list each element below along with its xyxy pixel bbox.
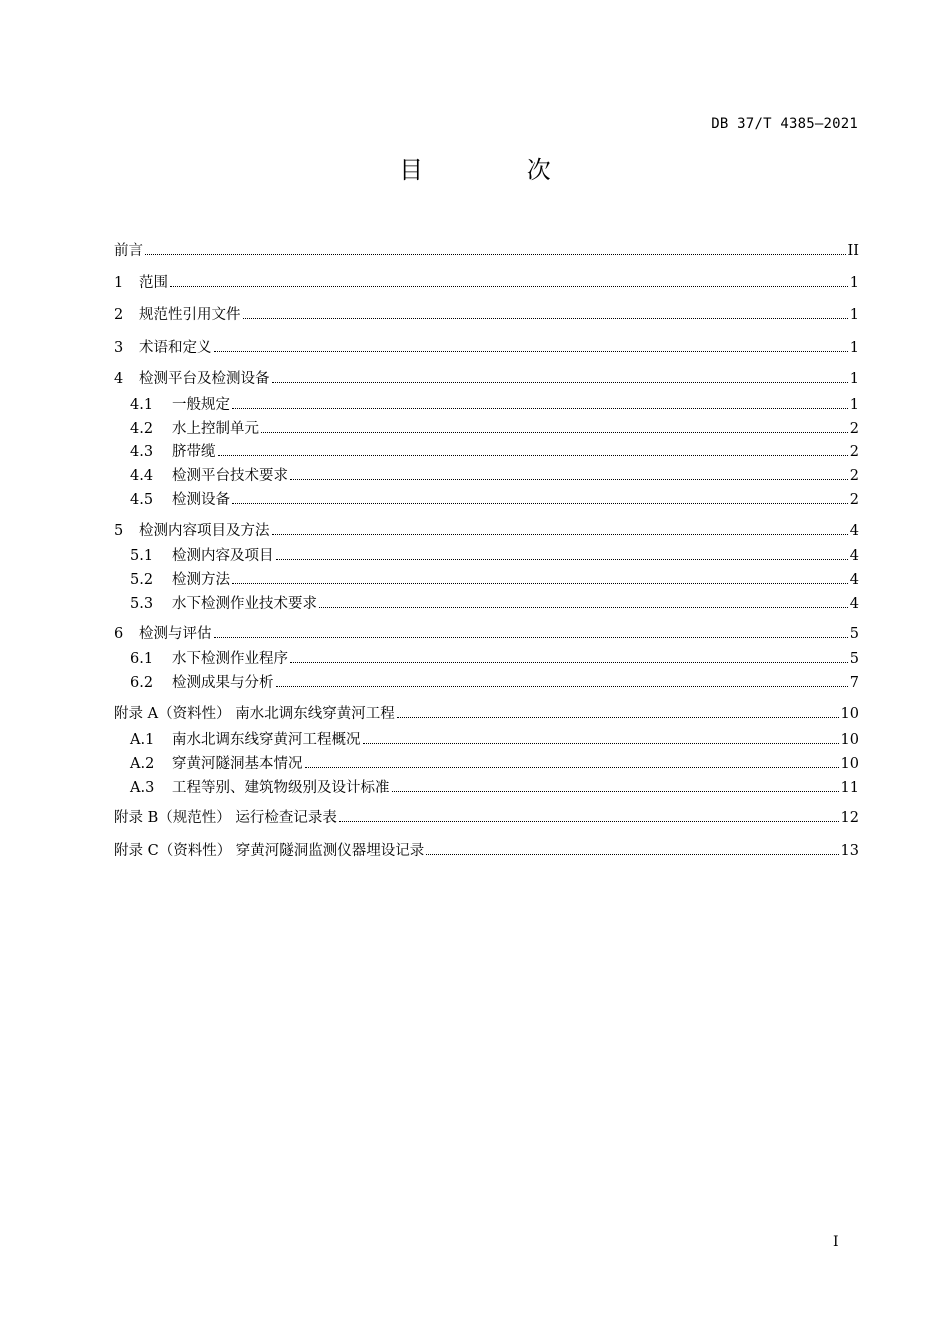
toc-entry[interactable] (130, 395, 859, 415)
toc-entry-page: II (847, 243, 859, 259)
toc-entry-number: 4 (114, 371, 124, 387)
toc-dot-leader (426, 854, 838, 855)
toc-entry[interactable] (130, 673, 859, 693)
toc-dot-leader (243, 318, 848, 319)
toc-entry-label: 范围 (139, 275, 168, 291)
toc-entry-page: 2 (849, 468, 859, 484)
toc-dot-leader (276, 686, 848, 687)
toc-entry-label: 附录 A（资料性） 南水北调东线穿黄河工程 (114, 706, 395, 722)
toc-entry-label: 检测平台及检测设备 (139, 371, 270, 387)
toc-entry-number: 4.2 (130, 421, 154, 437)
toc-entry-label: 检测设备 (172, 492, 230, 508)
toc-dot-leader (290, 479, 848, 480)
toc-entry-number: 6.1 (130, 651, 154, 667)
toc-entry-number: 6.2 (130, 675, 154, 691)
toc-entry-label: 工程等别、建筑物级别及设计标准 (172, 780, 390, 796)
toc-entry[interactable] (130, 730, 859, 750)
toc-entry[interactable] (130, 754, 859, 774)
toc-entry[interactable] (114, 521, 859, 541)
toc-entry-label: 穿黄河隧洞基本情况 (172, 756, 303, 772)
toc-entry-page: 10 (840, 706, 859, 722)
toc-entry[interactable] (130, 442, 859, 462)
toc-dot-leader (218, 455, 848, 456)
toc-entry-label: 水下检测作业技术要求 (172, 596, 317, 612)
toc-entry-label: 检测内容及项目 (172, 548, 274, 564)
toc-entry-label: 检测平台技术要求 (172, 468, 288, 484)
toc-dot-leader (397, 717, 839, 718)
toc-dot-leader (392, 791, 839, 792)
toc-entry-label: 检测内容项目及方法 (139, 523, 270, 539)
toc-entry-label: 术语和定义 (139, 340, 212, 356)
toc-entry[interactable] (130, 570, 859, 590)
toc-entry-page: 2 (849, 444, 859, 460)
toc-entry-label: 检测与评估 (139, 626, 212, 642)
toc-dot-leader (363, 743, 839, 744)
toc-entry-page: 1 (849, 340, 859, 356)
toc-entry-number: 2 (114, 307, 124, 323)
toc-entry[interactable] (114, 273, 859, 293)
toc-entry-number: 3 (114, 340, 124, 356)
toc-dot-leader (272, 382, 848, 383)
toc-dot-leader (214, 637, 848, 638)
toc-entry[interactable] (130, 649, 859, 669)
toc-entry-page: 4 (849, 572, 859, 588)
toc-entry-page: 1 (849, 371, 859, 387)
toc-entry-page: 10 (840, 756, 859, 772)
toc-dot-leader (232, 503, 848, 504)
toc-entry-number: A.1 (130, 732, 155, 748)
table-of-contents (114, 0, 859, 1344)
toc-entry-number: A.3 (130, 780, 155, 796)
toc-entry-page: 1 (849, 397, 859, 413)
toc-entry-number: 4.1 (130, 397, 154, 413)
toc-entry-page: 5 (849, 626, 859, 642)
toc-dot-leader (339, 821, 839, 822)
toc-entry-label: 检测方法 (172, 572, 230, 588)
toc-entry-label: 南水北调东线穿黄河工程概况 (172, 732, 361, 748)
toc-entry-page: 10 (840, 732, 859, 748)
toc-entry[interactable] (114, 624, 859, 644)
toc-entry[interactable] (114, 241, 859, 261)
toc-entry-number: 6 (114, 626, 124, 642)
toc-entry-number: 4.4 (130, 468, 154, 484)
toc-entry-page: 4 (849, 523, 859, 539)
toc-dot-leader (232, 583, 848, 584)
page-number: I (833, 1234, 839, 1250)
toc-dot-leader (290, 662, 848, 663)
toc-entry[interactable] (114, 305, 859, 325)
toc-entry[interactable] (130, 490, 859, 510)
toc-entry-label: 水下检测作业程序 (172, 651, 288, 667)
toc-dot-leader (232, 408, 848, 409)
toc-dot-leader (145, 254, 846, 255)
toc-entry-label: 规范性引用文件 (139, 307, 241, 323)
toc-entry-label: 检测成果与分析 (172, 675, 274, 691)
toc-entry-page: 1 (849, 275, 859, 291)
toc-dot-leader (214, 351, 848, 352)
toc-entry-label: 附录 B（规范性） 运行检查记录表 (114, 810, 337, 826)
toc-entry-label: 前言 (114, 243, 143, 259)
toc-entry[interactable] (130, 466, 859, 486)
toc-entry-page: 12 (840, 810, 859, 826)
document-code: DB 37/T 4385—2021 (711, 116, 858, 132)
toc-entry-page: 5 (849, 651, 859, 667)
toc-entry-number: 1 (114, 275, 124, 291)
toc-entry-page: 4 (849, 548, 859, 564)
toc-dot-leader (276, 559, 848, 560)
toc-entry-label: 脐带缆 (172, 444, 216, 460)
toc-entry[interactable] (114, 704, 859, 724)
toc-entry-label: 一般规定 (172, 397, 230, 413)
toc-entry-page: 13 (840, 843, 859, 859)
toc-entry[interactable] (130, 594, 859, 614)
toc-entry-page: 11 (840, 780, 859, 796)
toc-entry-number: 4.3 (130, 444, 154, 460)
toc-entry[interactable] (130, 419, 859, 439)
page-title: 目 次 (399, 156, 599, 184)
toc-entry-page: 4 (849, 596, 859, 612)
toc-entry[interactable] (114, 808, 859, 828)
toc-entry[interactable] (130, 778, 859, 798)
toc-entry-number: 5 (114, 523, 124, 539)
toc-entry-number: 5.1 (130, 548, 154, 564)
toc-entry[interactable] (114, 841, 859, 861)
toc-entry-label: 附录 C（资料性） 穿黄河隧洞监测仪器埋设记录 (114, 843, 425, 859)
toc-entry-page: 2 (849, 421, 859, 437)
toc-entry-label: 水上控制单元 (172, 421, 259, 437)
toc-dot-leader (272, 534, 848, 535)
toc-entry[interactable] (130, 546, 859, 566)
toc-entry-page: 1 (849, 307, 859, 323)
toc-entry[interactable] (114, 369, 859, 389)
toc-dot-leader (319, 607, 848, 608)
toc-entry-page: 7 (849, 675, 859, 691)
toc-entry-number: 5.2 (130, 572, 154, 588)
toc-entry-number: 5.3 (130, 596, 154, 612)
toc-entry-page: 2 (849, 492, 859, 508)
toc-entry-number: A.2 (130, 756, 155, 772)
toc-entry-number: 4.5 (130, 492, 154, 508)
toc-dot-leader (261, 432, 848, 433)
toc-entry[interactable] (114, 338, 859, 358)
toc-dot-leader (305, 767, 839, 768)
toc-dot-leader (170, 286, 848, 287)
